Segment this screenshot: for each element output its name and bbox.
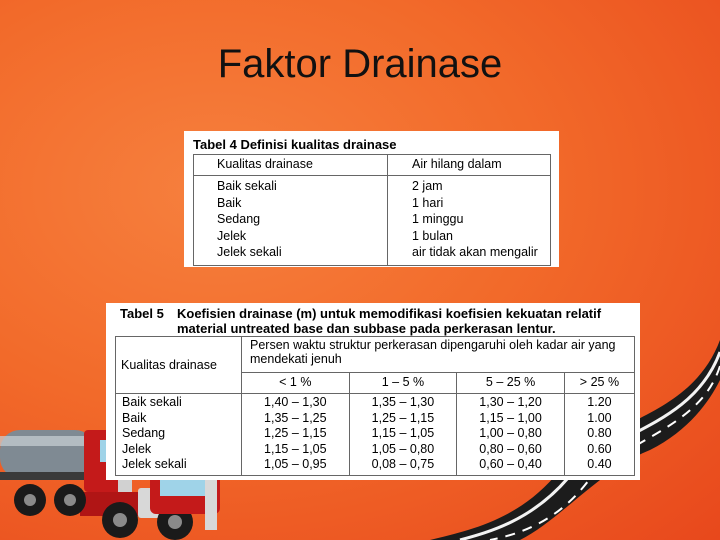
- table4-header-time: Air hilang dalam: [388, 155, 551, 176]
- table4-quality-column: [194, 176, 388, 266]
- table5-cell: 1,35 – 1,30: [371, 395, 435, 409]
- table4-cell: Jelek: [217, 228, 247, 243]
- table4-panel: [184, 131, 559, 267]
- table4-cell: Jelek sekali: [217, 245, 282, 259]
- table4-cell: air tidak akan mengalir: [412, 245, 538, 259]
- table4-cell: 1 hari: [412, 195, 444, 210]
- table5-cell: Baik sekali: [122, 395, 182, 409]
- table5-panel: [106, 303, 640, 480]
- table4-caption: Tabel 4 Definisi kualitas drainase: [193, 137, 397, 152]
- table4-cell: 1 minggu: [412, 212, 464, 226]
- table5-cell: 1,00 – 0,80: [479, 426, 542, 440]
- table5-cell: 0.40: [587, 457, 612, 471]
- table5-cell: 1,30 – 1,20: [479, 395, 542, 409]
- table4-cell: 2 jam: [412, 179, 443, 193]
- table5-column-header: < 1 %: [242, 373, 350, 394]
- table5-cell: 0,80 – 0,60: [479, 441, 542, 456]
- table4-cell: Baik: [217, 195, 242, 210]
- table5-cell: 1,40 – 1,30: [264, 395, 327, 409]
- table4-header-quality: Kualitas drainase: [194, 155, 388, 176]
- table4: [193, 154, 551, 266]
- table5-header-span: Persen waktu struktur perkerasan dipengaruhi oleh kadar air yang mendekati jenuh: [242, 337, 635, 373]
- table5-col-gt25: [564, 394, 634, 476]
- table5-cell: 1,25 – 1,15: [264, 426, 327, 440]
- table5-cell: 1,35 – 1,25: [264, 410, 327, 425]
- table5-cell: 1,25 – 1,15: [371, 410, 435, 425]
- table5: [115, 336, 635, 476]
- table5-cell: 1,05 – 0,80: [371, 441, 435, 456]
- table5-col-5to25: [457, 394, 565, 476]
- table5-caption-label: Tabel 5: [120, 306, 164, 321]
- table5-body-row: [116, 394, 635, 476]
- slide-title: Faktor Drainase: [217, 42, 503, 86]
- table5-caption-text: Koefisien drainase (m) untuk memodifikasi koefisien kekuatan relatif material untreated base dan subbase pada perkerasan lentur.: [177, 306, 602, 336]
- table5-cell: 1,15 – 1,05: [371, 426, 435, 440]
- table5-column-header: 5 – 25 %: [457, 373, 565, 394]
- table5-cell: 1.20: [587, 395, 612, 409]
- table5-cell: 1,15 – 1,00: [479, 410, 542, 425]
- table4-cell: Sedang: [217, 212, 261, 226]
- table5-header-row: [116, 337, 635, 373]
- table5-cell: Baik: [122, 410, 147, 425]
- table5-cell: 1,15 – 1,05: [264, 441, 327, 456]
- table5-col-1to5: [349, 394, 457, 476]
- table4-body-row: [194, 176, 551, 266]
- table5-cell: 0,08 – 0,75: [371, 457, 435, 471]
- table5-cell: 1,05 – 0,95: [264, 457, 327, 471]
- table5-column-header: 1 – 5 %: [349, 373, 457, 394]
- table5-quality-column: [116, 394, 242, 476]
- table5-column-header: > 25 %: [564, 373, 634, 394]
- table5-cell: 0.80: [587, 426, 612, 440]
- table5-header-quality: Kualitas drainase: [116, 337, 242, 394]
- table5-cell: 0.60: [587, 441, 612, 456]
- table5-cell: Sedang: [122, 426, 166, 440]
- table5-cell: Jelek: [122, 441, 152, 456]
- table4-time-column: [388, 176, 551, 266]
- table5-cell: Jelek sekali: [122, 457, 187, 471]
- table4-cell: Baik sekali: [217, 179, 277, 193]
- table4-cell: 1 bulan: [412, 228, 454, 243]
- table4-header-row: [194, 155, 551, 176]
- table5-cell: 0,60 – 0,40: [479, 457, 542, 471]
- table5-cell: 1.00: [587, 410, 612, 425]
- table5-col-lt1: [242, 394, 350, 476]
